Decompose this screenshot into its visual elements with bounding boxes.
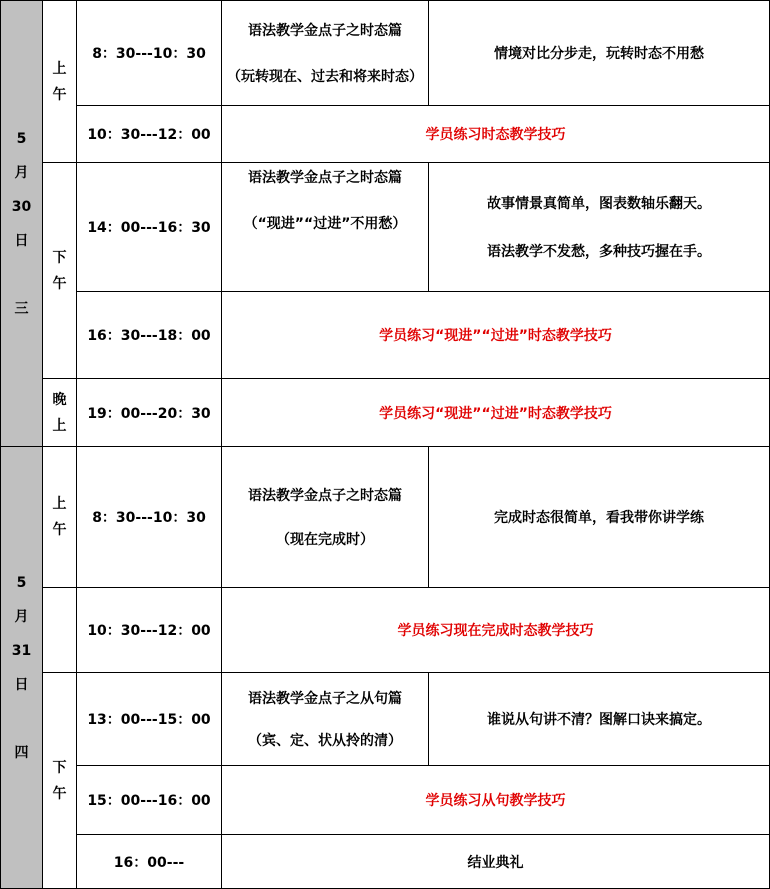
topic-title: 语法教学金点子之时态篇 <box>248 170 402 186</box>
period-char: 上 <box>52 496 67 512</box>
topic-cell <box>222 673 429 766</box>
time-text: 16：00--- <box>113 854 185 871</box>
date-char: 日 <box>14 676 29 693</box>
time-cell <box>77 106 222 163</box>
practice-cell <box>222 106 770 163</box>
period-evening-30 <box>43 379 77 447</box>
time-cell <box>77 1 222 106</box>
note-text: 谁说从句讲不清？图解口诀来搞定。 <box>487 712 711 728</box>
time-cell <box>77 379 222 447</box>
time-text: 10：30---12：00 <box>87 623 211 639</box>
topic-title: 语法教学金点子之时态篇 <box>248 23 402 39</box>
period-char: 上 <box>52 60 67 77</box>
date-cell-may-30 <box>1 1 43 447</box>
period-char: 午 <box>52 86 67 103</box>
topic-subtitle: （现在完成时） <box>276 532 374 548</box>
practice-cell <box>222 766 770 835</box>
period-char: 午 <box>52 275 67 292</box>
period-afternoon-30 <box>43 163 77 379</box>
time-text: 13：00---15：00 <box>87 712 211 728</box>
topic-subtitle: （宾、定、状从拎的清） <box>248 733 402 749</box>
note-cell <box>429 1 770 106</box>
time-cell <box>77 766 222 835</box>
date-char: 5 <box>16 130 27 147</box>
practice-cell <box>222 292 770 379</box>
time-cell <box>77 835 222 889</box>
date-char: 月 <box>14 164 29 181</box>
period-morning-30 <box>43 1 77 163</box>
time-cell <box>77 673 222 766</box>
time-text: 8：30---10：30 <box>92 46 206 62</box>
date-char: 30 <box>11 198 32 215</box>
date-char <box>19 702 24 736</box>
date-cell-may-31 <box>1 447 43 889</box>
topic-cell <box>222 1 429 106</box>
weekday-char: 四 <box>14 744 29 761</box>
period-char: 上 <box>52 417 67 434</box>
time-text: 15：00---16：00 <box>87 793 211 809</box>
time-cell <box>77 292 222 379</box>
note-text: 语法教学不发愁，多种技巧握在手。 <box>487 244 711 260</box>
period-char: 下 <box>52 759 67 776</box>
date-char: 月 <box>14 608 29 625</box>
date-char: 5 <box>16 574 27 591</box>
time-cell <box>77 447 222 588</box>
date-char <box>19 258 24 292</box>
practice-text: 学员练习“现进”“过进”时态教学技巧 <box>379 405 612 422</box>
period-char: 下 <box>52 249 67 266</box>
note-cell <box>429 447 770 588</box>
date-char: 日 <box>14 232 29 249</box>
practice-text: 学员练习现在完成时态教学技巧 <box>397 623 594 639</box>
time-text: 19：00---20：30 <box>87 405 211 422</box>
practice-text: 学员练习“现进”“过进”时态教学技巧 <box>379 328 612 344</box>
period-char: 午 <box>52 785 67 802</box>
practice-cell <box>222 588 770 673</box>
period-char: 晚 <box>52 391 67 408</box>
time-text: 14：00---16：30 <box>87 220 211 236</box>
topic-cell <box>222 163 429 292</box>
time-text: 8：30---10：30 <box>92 510 206 526</box>
topic-cell <box>222 447 429 588</box>
time-text: 10：30---12：00 <box>87 127 211 143</box>
note-cell <box>429 163 770 292</box>
time-cell <box>77 163 222 292</box>
note-text: 故事情景真简单，图表数轴乐翻天。 <box>487 196 711 212</box>
time-text: 16：30---18：00 <box>87 328 211 344</box>
topic-title: 语法教学金点子之从句篇 <box>248 691 402 707</box>
practice-text: 学员练习时态教学技巧 <box>425 127 566 143</box>
note-text: 情境对比分步走，玩转时态不用愁 <box>494 46 704 62</box>
topic-subtitle: （玩转现在、过去和将来时态） <box>227 69 423 85</box>
period-char: 午 <box>52 522 67 538</box>
period-afternoon-31 <box>43 673 77 889</box>
closing-cell <box>222 835 770 889</box>
closing-text: 结业典礼 <box>467 854 524 871</box>
topic-title: 语法教学金点子之时态篇 <box>248 488 402 504</box>
weekday-char: 三 <box>14 300 29 317</box>
date-char: 31 <box>11 642 32 659</box>
note-cell <box>429 673 770 766</box>
practice-text: 学员练习从句教学技巧 <box>425 793 566 809</box>
practice-cell <box>222 379 770 447</box>
time-cell <box>77 588 222 673</box>
note-text: 完成时态很简单，看我带你讲学练 <box>494 510 704 526</box>
period-morning-31 <box>43 447 77 588</box>
topic-subtitle: （“现进”“过进”不用愁） <box>243 216 407 232</box>
period-empty-31 <box>43 588 77 673</box>
